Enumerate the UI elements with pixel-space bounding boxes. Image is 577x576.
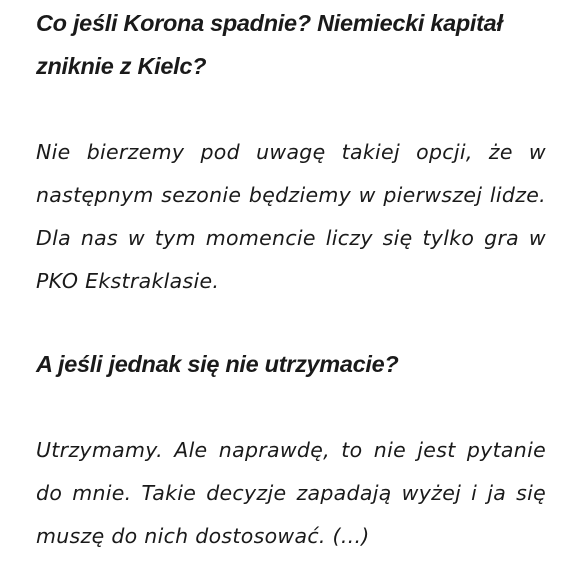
interview-answer: Utrzymamy. Ale naprawdę, to nie jest pytanie do mnie. Takie decyzje zapadają wyżej i ja się muszę do nich dostosować. (...) xyxy=(36,438,546,548)
interview-question: A jeśli jednak się nie utrzymacie? xyxy=(36,351,399,377)
interview-question: Co jeśli Korona spadnie? Niemiecki kapitał zniknie z Kielc? xyxy=(36,10,503,79)
interview-answer: Nie bierzemy pod uwagę takiej opcji, że w następnym sezonie będziemy w pierwszej lidze. Dla nas w tym momencie liczy się tylko gra w PKO Ekstraklasie. xyxy=(36,140,546,293)
